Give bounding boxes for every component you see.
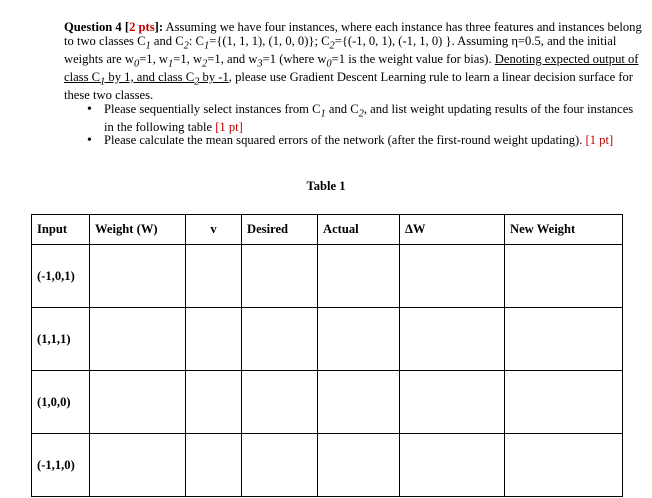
underlined-c: by -1 <box>199 69 229 84</box>
header-delta-w: ΔW <box>400 215 505 245</box>
question-block <box>64 21 644 148</box>
question-text-1: Assuming we have four instances, where each instance has three features and instances belong to two classes C <box>64 20 642 48</box>
c1-subscript-3: 1 <box>100 76 106 88</box>
header-actual: Actual <box>318 215 400 245</box>
task-1-text-b: and C <box>325 101 359 116</box>
actual-cell[interactable] <box>318 245 400 308</box>
header-v: v <box>186 215 242 245</box>
task-1-text-a: Please sequentially select instances from C <box>104 101 321 116</box>
delta-w-cell[interactable] <box>400 371 505 434</box>
header-input: Input <box>32 215 90 245</box>
question-text-5: ={(-1, 0, 1), (-1, 1, 0) }. Assuming η=0.5, and the initial weights are w <box>64 33 617 66</box>
question-text-6: =1, w <box>139 51 168 66</box>
task-1-sub2: 2 <box>358 108 364 120</box>
underlined-b: by 1, and class C <box>105 69 195 84</box>
v-cell[interactable] <box>186 434 242 497</box>
w0-subscript-2: 0 <box>326 58 332 70</box>
input-cell: (1,0,0) <box>32 371 90 434</box>
w0-subscript: 0 <box>133 58 140 70</box>
weight-update-table <box>31 214 623 497</box>
task-item-1 <box>104 103 644 135</box>
delta-w-cell[interactable] <box>400 245 505 308</box>
input-cell: (-1,1,0) <box>32 434 90 497</box>
table-row <box>32 308 623 371</box>
table-header-row <box>32 215 623 245</box>
w2-subscript: 2 <box>202 58 208 70</box>
delta-w-cell[interactable] <box>400 434 505 497</box>
v-cell[interactable] <box>186 308 242 371</box>
desired-cell[interactable] <box>242 371 318 434</box>
question-text-11: , please use Gradient Descent Learning rule to learn a linear decision surface for these two classes. <box>64 69 633 102</box>
w1-subscript: 1 <box>168 58 174 70</box>
c2-subscript: 2 <box>183 40 189 52</box>
table-title: Table 1 <box>306 179 346 193</box>
table-row <box>32 434 623 497</box>
question-text-7: =1, w <box>173 51 203 66</box>
question-heading: Question 4 <box>64 20 122 34</box>
weight-cell[interactable] <box>90 371 186 434</box>
task-list <box>64 103 644 148</box>
weight-cell[interactable] <box>90 308 186 371</box>
table-row <box>32 245 623 308</box>
header-new-weight: New Weight <box>505 215 623 245</box>
v-cell[interactable] <box>186 371 242 434</box>
task-1-points: [1 pt] <box>215 119 243 134</box>
c2-subscript-3: 2 <box>194 76 200 88</box>
input-cell: (1,1,1) <box>32 308 90 371</box>
new-weight-cell[interactable] <box>505 371 623 434</box>
actual-cell[interactable] <box>318 371 400 434</box>
task-2-text-a: Please calculate the mean squared errors of the network (after the first-round weight updating). <box>104 133 586 148</box>
question-text-4: ={(1, 1, 1), (1, 0, 0)}; C <box>209 33 330 48</box>
task-1-sub1: 1 <box>320 108 326 120</box>
question-text-3: : C <box>188 33 204 48</box>
w3-subscript: 3 <box>257 58 263 70</box>
c2-subscript-2: 2 <box>329 40 335 52</box>
new-weight-cell[interactable] <box>505 434 623 497</box>
weight-cell[interactable] <box>90 245 186 308</box>
question-paragraph <box>64 21 644 103</box>
task-2-points: [1 pt] <box>585 133 614 148</box>
v-cell[interactable] <box>186 245 242 308</box>
delta-w-cell[interactable] <box>400 308 505 371</box>
question-text-2: and C <box>150 33 184 48</box>
new-weight-cell[interactable] <box>505 245 623 308</box>
desired-cell[interactable] <box>242 245 318 308</box>
actual-cell[interactable] <box>318 308 400 371</box>
c1-subscript-2: 1 <box>203 40 210 52</box>
table-row <box>32 371 623 434</box>
header-weight: Weight (W) <box>90 215 186 245</box>
question-text-9: =1 (where w <box>262 51 327 66</box>
actual-cell[interactable] <box>318 434 400 497</box>
weight-cell[interactable] <box>90 434 186 497</box>
header-desired: Desired <box>242 215 318 245</box>
points-close: ]: <box>154 20 164 34</box>
question-text-8: =1, and w <box>207 51 258 66</box>
points-open: [ <box>121 20 130 34</box>
underlined-a: Denoting expected output of class C <box>64 51 639 84</box>
c1-subscript: 1 <box>145 40 151 52</box>
desired-cell[interactable] <box>242 434 318 497</box>
question-points: 2 pts <box>129 20 155 34</box>
task-item-2 <box>104 134 644 148</box>
question-text-10: =1 is the weight value for bias). <box>331 51 495 66</box>
desired-cell[interactable] <box>242 308 318 371</box>
new-weight-cell[interactable] <box>505 308 623 371</box>
input-cell: (-1,0,1) <box>32 245 90 308</box>
task-1-text-c: , and list weight updating results of the four instances in the following table <box>104 101 634 134</box>
